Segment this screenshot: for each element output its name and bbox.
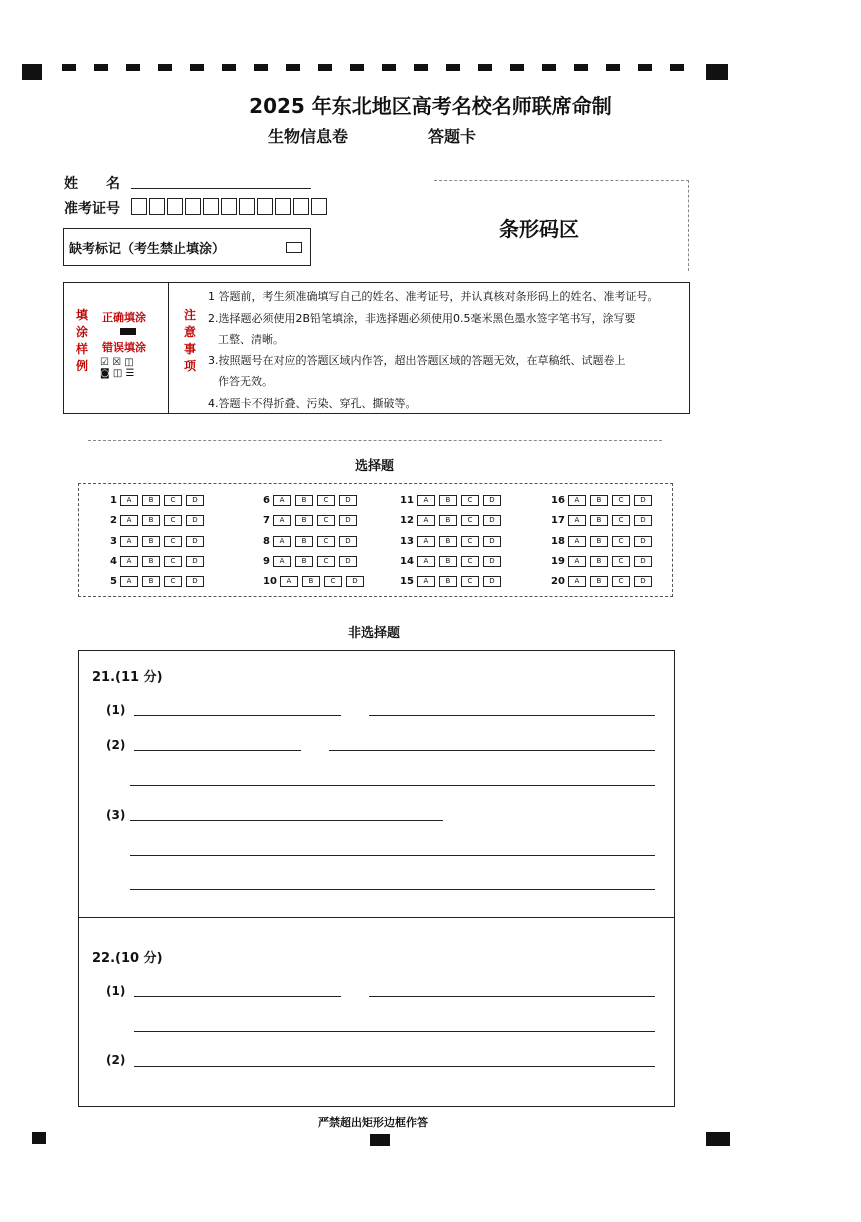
mcq-question — [551, 555, 656, 567]
mcq-section-title: 选择题 — [355, 459, 395, 474]
mcq-question-number: 2 — [110, 514, 117, 526]
mcq-option-bubble[interactable]: B — [142, 576, 160, 587]
mcq-option-bubble[interactable]: D — [339, 536, 357, 547]
page-title: 2025 年东北地区高考名校名师联席命制 — [249, 94, 612, 118]
q21-sub-2: (2) — [106, 738, 126, 752]
mcq-question-number: 10 — [263, 575, 277, 587]
divider — [168, 283, 169, 413]
mcq-option-bubble[interactable]: A — [120, 495, 138, 506]
q22-1-answer-line-c[interactable] — [134, 1031, 655, 1032]
mcq-option-bubble[interactable]: D — [186, 556, 204, 567]
timing-dash — [446, 64, 460, 71]
mcq-option-bubble[interactable]: A — [273, 515, 291, 526]
mcq-option-bubble[interactable]: D — [339, 515, 357, 526]
mcq-option-bubble[interactable]: B — [590, 536, 608, 547]
mcq-option-bubble[interactable]: C — [612, 515, 630, 526]
q21-sub-3: (3) — [106, 808, 126, 822]
mcq-option-bubble[interactable]: D — [483, 576, 501, 587]
mcq-option-bubble[interactable]: D — [186, 515, 204, 526]
q22-1-answer-line-b[interactable] — [369, 996, 655, 997]
mcq-option-bubble[interactable]: D — [186, 495, 204, 506]
mcq-option-bubble[interactable]: C — [164, 576, 182, 587]
mcq-option-bubble[interactable]: A — [417, 576, 435, 587]
mcq-option-bubble[interactable]: B — [590, 556, 608, 567]
mcq-option-bubble[interactable]: C — [612, 536, 630, 547]
mcq-question-number: 6 — [263, 494, 270, 506]
mcq-question — [263, 575, 368, 587]
mcq-option-bubble[interactable]: D — [634, 576, 652, 587]
q22-sub-1: (1) — [106, 984, 126, 998]
q22-header: 22.(10 分) — [92, 951, 163, 966]
notes-side-label: 注 意 事 项 — [184, 308, 197, 373]
mcq-option-bubble[interactable]: A — [568, 536, 586, 547]
absent-mark-label: 缺考标记（考生禁止填涂） — [69, 242, 226, 257]
mcq-option-bubble[interactable]: A — [417, 515, 435, 526]
mcq-question-number: 7 — [263, 514, 270, 526]
mcq-option-bubble[interactable]: D — [483, 556, 501, 567]
exam-no-label: 准考证号 — [64, 201, 120, 217]
mcq-question — [400, 575, 505, 587]
mcq-option-bubble[interactable]: B — [590, 576, 608, 587]
timing-dash — [382, 64, 396, 71]
q22-sub-2: (2) — [106, 1053, 126, 1067]
absent-checkbox[interactable] — [286, 242, 302, 253]
mcq-option-bubble[interactable]: C — [612, 576, 630, 587]
mcq-option-bubble[interactable]: D — [634, 515, 652, 526]
mcq-question — [110, 555, 208, 567]
mcq-option-bubble[interactable]: A — [273, 495, 291, 506]
mcq-option-bubble[interactable]: D — [186, 576, 204, 587]
mcq-option-bubble[interactable]: A — [120, 556, 138, 567]
mcq-question — [400, 494, 505, 506]
correct-fill-label: 正确填涂 — [102, 311, 146, 324]
paper-name: 生物信息卷 — [268, 127, 349, 146]
timing-dash — [670, 64, 684, 71]
note-line-2: 2.选择题必须使用2B铅笔填涂，非选择题必须使用0.5毫米黑色墨水签字笔书写，涂写要 — [208, 312, 636, 325]
mcq-option-bubble[interactable]: B — [142, 556, 160, 567]
note-line-4: 3.按照题号在对应的答题区域内作答，超出答题区域的答题无效，在草稿纸、试题卷上 — [208, 354, 626, 367]
mcq-option-bubble[interactable]: D — [346, 576, 364, 587]
timing-dash — [190, 64, 204, 71]
mcq-option-bubble[interactable]: D — [339, 495, 357, 506]
mcq-option-bubble[interactable]: C — [317, 536, 335, 547]
note-line-5: 作答无效。 — [218, 375, 273, 388]
correct-fill-sample — [120, 328, 136, 335]
mcq-option-bubble[interactable]: B — [142, 515, 160, 526]
mcq-option-bubble[interactable]: B — [439, 495, 457, 506]
mcq-question-number: 16 — [551, 494, 565, 506]
mcq-question — [551, 494, 656, 506]
mcq-option-bubble[interactable]: B — [295, 556, 313, 567]
timing-dash — [286, 64, 300, 71]
mcq-question-number: 19 — [551, 555, 565, 567]
mcq-question-number: 20 — [551, 575, 565, 587]
mcq-option-bubble[interactable]: D — [634, 536, 652, 547]
mcq-question-number: 13 — [400, 535, 414, 547]
timing-dash — [254, 64, 268, 71]
mcq-question-number: 9 — [263, 555, 270, 567]
mcq-question-number: 17 — [551, 514, 565, 526]
mcq-option-bubble[interactable]: B — [439, 515, 457, 526]
q21-sub-1: (1) — [106, 703, 126, 717]
mcq-option-bubble[interactable]: C — [164, 536, 182, 547]
timing-mark-bottom-right — [706, 1132, 730, 1146]
fill-example-side-label: 填 涂 样 例 — [76, 308, 89, 373]
timing-dash — [318, 64, 332, 71]
mcq-option-bubble[interactable]: A — [120, 536, 138, 547]
mcq-option-bubble[interactable]: D — [483, 536, 501, 547]
mcq-option-bubble[interactable]: B — [142, 536, 160, 547]
q22-box — [78, 916, 675, 1107]
timing-dash — [414, 64, 428, 71]
mcq-question — [110, 535, 208, 547]
mcq-question — [263, 494, 361, 506]
mcq-question — [400, 535, 505, 547]
mcq-option-bubble[interactable]: A — [568, 515, 586, 526]
mcq-option-bubble[interactable]: A — [417, 495, 435, 506]
mcq-option-bubble[interactable]: B — [439, 556, 457, 567]
q21-2-answer-line-a[interactable] — [134, 750, 301, 751]
card-name: 答题卡 — [428, 127, 477, 146]
mcq-option-bubble[interactable]: C — [461, 556, 479, 567]
mcq-option-bubble[interactable]: C — [461, 515, 479, 526]
wrong-fill-samples: ☑ ☒ ◫ ◙ ◫ ☰ — [100, 357, 135, 379]
note-line-3: 工整、清晰。 — [218, 333, 284, 346]
q21-1-answer-line-a[interactable] — [134, 715, 341, 716]
q22-2-answer-line[interactable] — [134, 1066, 655, 1067]
mcq-option-bubble[interactable]: A — [273, 556, 291, 567]
q21-2-answer-line-c[interactable] — [130, 785, 655, 786]
mcq-question-number: 5 — [110, 575, 117, 587]
mcq-option-bubble[interactable]: C — [324, 576, 342, 587]
mcq-option-bubble[interactable]: D — [339, 556, 357, 567]
mcq-question-number: 11 — [400, 494, 414, 506]
mcq-option-bubble[interactable]: B — [295, 515, 313, 526]
timing-mark-bottom-left — [32, 1132, 46, 1144]
timing-dash — [94, 64, 108, 71]
mcq-option-bubble[interactable]: C — [461, 536, 479, 547]
mcq-question-number: 4 — [110, 555, 117, 567]
mcq-option-bubble[interactable]: D — [634, 495, 652, 506]
mcq-question-number: 8 — [263, 535, 270, 547]
mcq-option-bubble[interactable]: C — [612, 495, 630, 506]
timing-dash — [222, 64, 236, 71]
mcq-option-bubble[interactable]: A — [280, 576, 298, 587]
mcq-option-bubble[interactable]: B — [302, 576, 320, 587]
mcq-option-bubble[interactable]: D — [483, 515, 501, 526]
mcq-option-bubble[interactable]: C — [164, 556, 182, 567]
mcq-question — [110, 514, 208, 526]
q21-box — [78, 650, 675, 918]
mcq-question — [551, 535, 656, 547]
exam-no-boxes[interactable] — [131, 198, 329, 215]
mcq-question — [110, 575, 208, 587]
barcode-area — [434, 180, 689, 271]
mcq-option-bubble[interactable]: D — [483, 495, 501, 506]
timing-dash — [62, 64, 76, 71]
mcq-option-bubble[interactable]: B — [295, 536, 313, 547]
mcq-option-bubble[interactable]: C — [612, 556, 630, 567]
mcq-option-bubble[interactable]: C — [164, 495, 182, 506]
timing-dash — [606, 64, 620, 71]
mcq-option-bubble[interactable]: B — [439, 536, 457, 547]
barcode-label: 条形码区 — [499, 217, 579, 241]
mcq-option-bubble[interactable]: C — [317, 556, 335, 567]
mcq-option-bubble[interactable]: A — [273, 536, 291, 547]
q21-3-answer-line-b[interactable] — [130, 855, 655, 856]
mcq-option-bubble[interactable]: B — [142, 495, 160, 506]
mcq-option-bubble[interactable]: C — [164, 515, 182, 526]
mcq-option-bubble[interactable]: A — [120, 515, 138, 526]
mcq-question — [263, 535, 361, 547]
footer-warning: 严禁超出矩形边框作答 — [318, 1116, 428, 1129]
timing-dash — [158, 64, 172, 71]
timing-mark-bottom-center — [370, 1134, 390, 1146]
mcq-option-bubble[interactable]: B — [590, 515, 608, 526]
q21-header: 21.(11 分) — [92, 670, 163, 685]
mcq-option-bubble[interactable]: C — [317, 515, 335, 526]
name-label: 姓 名 — [64, 176, 120, 192]
note-line-1: 1 答题前，考生须准确填写自己的姓名、准考证号，并认真核对条形码上的姓名、准考证号。 — [208, 290, 659, 303]
mcq-option-bubble[interactable]: A — [568, 576, 586, 587]
mcq-question — [551, 575, 656, 587]
mcq-question — [400, 555, 505, 567]
timing-dash — [478, 64, 492, 71]
mcq-option-bubble[interactable]: D — [186, 536, 204, 547]
mcq-option-bubble[interactable]: B — [295, 495, 313, 506]
q21-2-answer-line-b[interactable] — [329, 750, 655, 751]
mcq-option-bubble[interactable]: A — [417, 536, 435, 547]
timing-mark-top-right — [706, 64, 728, 80]
mcq-question — [263, 555, 361, 567]
mcq-option-bubble[interactable]: A — [568, 495, 586, 506]
timing-dash — [638, 64, 652, 71]
mcq-option-bubble[interactable]: C — [317, 495, 335, 506]
wrong-fill-label: 错误填涂 — [102, 341, 146, 354]
timing-dash — [574, 64, 588, 71]
q21-1-answer-line-b[interactable] — [369, 715, 655, 716]
mcq-question-number: 1 — [110, 494, 117, 506]
timing-dash — [350, 64, 364, 71]
absent-box — [63, 228, 311, 266]
section-divider — [88, 440, 662, 441]
mcq-option-bubble[interactable]: A — [568, 556, 586, 567]
mcq-question-number: 12 — [400, 514, 414, 526]
q22-1-answer-line-a[interactable] — [134, 996, 341, 997]
mcq-question-number: 15 — [400, 575, 414, 587]
q21-3-answer-line-a[interactable] — [130, 820, 443, 821]
q21-3-answer-line-c[interactable] — [130, 889, 655, 890]
name-field[interactable] — [131, 188, 311, 189]
note-line-6: 4.答题卡不得折叠、污染、穿孔、撕破等。 — [208, 397, 417, 410]
mcq-option-bubble[interactable]: B — [590, 495, 608, 506]
mcq-option-bubble[interactable]: A — [417, 556, 435, 567]
mcq-option-bubble[interactable]: D — [634, 556, 652, 567]
mcq-question-number: 14 — [400, 555, 414, 567]
timing-dash — [510, 64, 524, 71]
mcq-question-number: 3 — [110, 535, 117, 547]
mcq-option-bubble[interactable]: C — [461, 495, 479, 506]
timing-dash — [126, 64, 140, 71]
mcq-question — [551, 514, 656, 526]
timing-mark-top-left — [22, 64, 42, 80]
mcq-option-bubble[interactable]: C — [461, 576, 479, 587]
mcq-question — [400, 514, 505, 526]
mcq-option-bubble[interactable]: A — [120, 576, 138, 587]
mcq-question — [263, 514, 361, 526]
non-mcq-section-title: 非选择题 — [348, 626, 401, 641]
timing-dash — [542, 64, 556, 71]
mcq-question-number: 18 — [551, 535, 565, 547]
mcq-option-bubble[interactable]: B — [439, 576, 457, 587]
mcq-question — [110, 494, 208, 506]
